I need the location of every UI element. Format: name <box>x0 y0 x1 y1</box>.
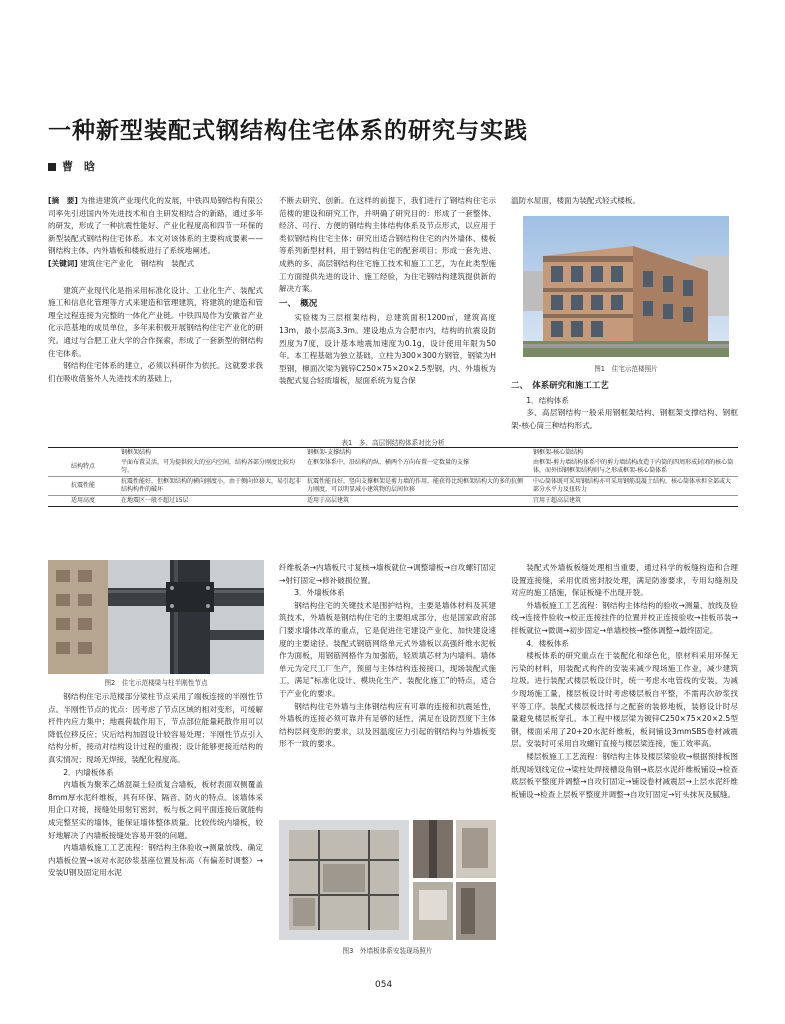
building-photo <box>523 216 729 357</box>
column-2-top <box>279 195 496 388</box>
table-row <box>48 477 738 496</box>
table-cell: 平面布置灵活，可为提供较大的室内空间，结构各部分刚度比较均匀。 <box>118 458 304 477</box>
column-3-section-2 <box>511 378 738 432</box>
subsection-heading: 1．结构体系 <box>526 395 569 405</box>
body-paragraph: 多、高层钢结构一般采用钢框架结构、钢框架支撑结构、钢框架-核心筒三种结构形式。 <box>511 408 738 430</box>
table-header-cell <box>48 448 118 459</box>
author <box>48 158 95 174</box>
table-header-cell: 钢框架-支撑结构 <box>307 449 352 456</box>
figure-3-caption: 图3 外墙板体系安装现场照片 <box>342 947 433 955</box>
table-row <box>48 458 738 477</box>
keywords-label: [关键词] <box>48 258 78 268</box>
figure-3-photos <box>279 820 496 940</box>
body-paragraph: 钢结构住宅外墙与主体钢结构应有可靠的连接和抗震延性，外墙板的连接必须可靠并有足够的延性，满足在设防烈度下主体结构层间变形的要求，以及因温度应力引起的钢结构与外墙板变形不一致的要求。 <box>279 701 496 749</box>
table-cell: 抗震性能 <box>48 477 118 496</box>
body-paragraph: 纤维板条→内墙板尺寸复核→墙板就位→调整墙板→自攻螺钉固定→射钉固定→修补破损位置。 <box>279 563 496 585</box>
table-cell: 在框架体系中，沿结构的纵、横两个方向布置一定数量的支撑 <box>304 458 530 477</box>
body-paragraph: 不断去研究、创新。在这样的前提下，我们进行了钢结构住宅示范楼的建设和研究工作，并明确了研究目的：形成了一套整体、经济、可行、方便的钢结构主体结构体系及节点形式，以应用于类似钢结构住宅主体；研究出适合钢结构住宅的内外墙体、楼板等系列新型材料，用于钢结构住宅的配套项目；形成一套先进、成熟的多、高层钢结构住宅施工技术和施工工艺，为在此类型施工方面提供先进的设计、施工经验，为住宅钢结构建筑提供新的解决方案。 <box>279 196 496 294</box>
body-paragraph: 装配式外墙板板缝处理相当重要，通过科学的板缝构造和合理设置连接缝，采用优质密封胶处理，满足防渗要求，专用勾缝剂及对应的施工措施，保证板缝不出现开裂。 <box>511 563 738 598</box>
keywords <box>48 258 263 271</box>
table-cell: 由框架-剪力墙结构体系中的剪力墙结构改造于内筒的四周形成封闭的核心筒体，而外围钢框架结构则与之形成框架-核心筒体系 <box>530 458 738 477</box>
body-paragraph: 实验楼为三层框架结构，总建筑面积1200㎡，建筑高度13m，最小层高3.3m。建设地点为合肥市内，结构的抗震设防烈度为7度，设计基本地震加速度为0.1g，设计使用年限为50年。本工程基础为独立基础，立柱为300×300方钢管，钢梁为H型钢，檩面次梁为镀锌C250×75×20×2.5型钢，内、外墙板为装配式复合轻质墙板，屋面系统为复合保 <box>279 313 496 386</box>
page-title: 一种新型装配式钢结构住宅体系的研究与实践 <box>48 118 528 144</box>
steel-joint-photo <box>48 560 264 674</box>
table-cell: 中心筒体既可采用钢结构亦可采用钢筋混凝土结构，核心筒体承担全部或大部分水平力及扭转力 <box>530 477 738 496</box>
author-name: 曹 晗 <box>62 160 95 173</box>
section-heading: 二、 体系研究和施工工艺 <box>511 381 609 391</box>
figure-2-photo <box>48 560 264 674</box>
keywords-text: 建筑住宅产业化 钢结构 装配式 <box>80 258 195 268</box>
subsection-heading: 3．外墙板体系 <box>294 588 345 598</box>
intro-paragraph: 建筑产业现代化是指采用标准化设计、工业化生产、装配式施工和信息化管理等方式来建造和管理建筑，将建筑的建造和管理全过程连接为完整的一体化产业链。中铁四局作为安徽省产业化示范基地的成员单位，多年来积极开展钢结构住宅产业化的研究。通过与合肥工业大学的合作探索，形成了一套新型的钢结构住宅体系。 <box>48 285 263 358</box>
abstract <box>48 195 263 258</box>
body-paragraph: 外墙板施工工艺流程：钢结构主体结构的验收→测量、放线及验线→连接件验收→校正连接挂件的位置并校正连接验收→挂板吊装→挂板就位→微调→初步固定→单墙校核→整体调整→最终固定。 <box>511 600 738 635</box>
table-1-caption: 表1 多、高层钢结构体系对比分析 <box>341 439 445 447</box>
body-paragraph: 楼层板施工工艺流程：钢结构主体及楼层梁验收→根据预排板图纸现场划线定位→梁柱处焊接槽设角钢→底层水泥纤维板铺设→检查底层板平整度并调整→自攻钉固定→铺设卷材减震层→上层水泥纤维板铺设→检查上层板平整度并调整→自攻钉固定→钉头抹灰及腻缝。 <box>511 751 738 799</box>
column-3-lower <box>511 562 738 801</box>
page-number: 054 <box>375 980 393 990</box>
body-paragraph: 楼板体系的研究重点在于装配化和绿色化，原材料采用环保无污染的材料，用装配式构件的安装来减少现场施工作业，减少建筑垃圾。进行装配式楼层板设计时，统一考虑水电管线的安装，为减少现场施工量，楼层板设计时考虑楼层板自平整，不需再次砂浆找平等工序。装配式楼层板选择与之配套的装修地板，装修设计时尽量避免楼层板穿孔。本工程中楼层梁为镀锌C250×75×20×2.5型钢，楼面采用了20+20水泥纤维板，板间铺设3mmSBS卷材减震层。安装时可采用自攻螺钉直接与楼层梁连接，施工效率高。 <box>511 651 738 749</box>
table-header-row <box>48 448 738 459</box>
body-paragraph: 钢结构住宅示范楼部分梁柱节点采用了端板连接的半刚性节点。半刚性节点的优点：因考虑了节点区域的相对变形，可缓解杆件内应力集中；地震荷载作用下，节点部位能量耗散作用可以降低位移反应；灾后结构加固设计较容易处理；半刚性节点引入结构分析，接动对结构设计过程的重视；设计能够更接近结构的真实情况；现场无焊接，装配化程度高。 <box>48 692 263 764</box>
body-paragraph: 温防水屋面，楼面为装配式轻式楼板。 <box>511 196 641 205</box>
subsection-heading: 2．内墙板体系 <box>63 767 114 777</box>
intro-paragraph: 钢结构住宅体系的建立，必须以科研作为依托。这就要求我们在吸收借鉴外人先进技术的基础上， <box>48 361 263 383</box>
abstract-label: [摘 要] <box>48 196 78 205</box>
table-cell: 抗震性能好，但框架结构的横向刚度小，由于侧向位移大，易引起非结构构件的破坏 <box>118 477 304 496</box>
table-cell: 结构特点 <box>48 458 118 477</box>
square-bullet-icon <box>48 163 56 171</box>
subsection-heading: 4．楼板体系 <box>526 638 569 648</box>
figure-1-caption: 图1 住宅示范楼照片 <box>594 365 658 373</box>
body-paragraph: 钢结构住宅的关键技术是围护结构，主要是墙体材料及其建筑技术，外墙板是钢结构住宅的主要组成部分，也是国家政府部门要求墙体改革的重点，它是促进住宅建设产业化、加快建设速度的主要途径。装配式钢筋网络单元式外墙板以高强纤维水泥板作为面板，用钢筋网格作为加强筋，轻质填芯材为内墙料。墙体单元为定尺工厂生产，预留与主体结构连接接口，现场装配式施工，满足“标准化设计、模块化生产、装配化施工”的特点，适合于产业化的要求。 <box>279 600 496 698</box>
table-header-cell: 钢框架结构 <box>121 449 152 456</box>
comparison-table <box>48 447 738 507</box>
column-2-lower <box>279 562 496 751</box>
table-cell: 在地震区一般不超过15层 <box>121 497 189 504</box>
figure-1-photo <box>523 216 729 357</box>
figure-2-caption: 图2 住宅示范楼梁与柱半刚性节点 <box>104 679 208 687</box>
section-heading: 一、 概况 <box>279 298 318 309</box>
table-cell: 适用于高层建筑 <box>307 497 350 504</box>
body-paragraph: 内墙板为聚苯乙烯混凝土轻质复合墙板，板材表面双侧覆盖8mm厚水泥纤维板，具有环保、隔音、防火的特点。该墙体采用企口对接，接缝处用射钉密封，板与板之间平面连接后就能构成完整坚实的墙体，能保证墙体整体质量。比较传统内墙板，较好地解决了内墙板接缝处容易开裂的问题。 <box>48 780 263 840</box>
table-cell: 抗震性能良好，竖向支撑框架是剪力墙的作用，能获得比纯框架结构大的多的抗侧力刚度，可以明显减小建筑物的层间位移 <box>304 477 530 496</box>
column-1-top <box>48 195 263 385</box>
column-1-lower <box>48 691 263 880</box>
table-row <box>48 496 738 507</box>
column-3-top <box>511 195 738 208</box>
table-cell: 适用高度 <box>70 497 95 504</box>
body-paragraph: 内墙墙板施工工艺流程：钢结构主体验收→测量放线、确定内墙板位置→该对水泥砂浆基座位置及标高（有偏差时调整）→安装U钢及固定用水泥 <box>48 843 263 878</box>
table-header-cell: 钢框架-核心筒结构 <box>533 449 584 456</box>
table-cell: 宜用于超高层建筑 <box>533 497 582 504</box>
abstract-text: 为推进建筑产业现代化的发展，中铁四局钢结构有限公司率先引进国内外先进技术和自主研发相结合的新路，通过多年的研发，形成了一种抗震性能好、产业化程度高和四节一环保的新型装配式钢结构住宅体系。本文对该体系的主要构成要素——钢结构主体、内外墙板和楼板进行了系统地阐述。 <box>48 196 263 256</box>
wall-panel-photos <box>279 820 496 940</box>
